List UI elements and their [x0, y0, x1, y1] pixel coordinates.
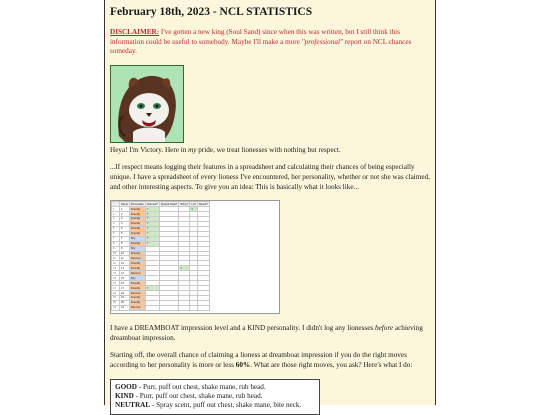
intro-emphasis: my [188, 145, 197, 154]
chance-text-2: . What are those right moves, you ask? Here's what I do: [250, 360, 413, 369]
move-label: KIND [115, 391, 134, 400]
move-text: - Spray scent, puff out chest, shake mane, bite neck. [150, 401, 302, 410]
table-cell: Friendly [129, 216, 145, 221]
move-label: NEUTRAL [115, 401, 151, 410]
table-cell: 21 [112, 305, 120, 310]
table-cell: 9 [112, 246, 120, 251]
spreadsheet-intro-paragraph: ...If respect means logging their features in a spreadsheet and calculating their chances of being especially unique. I have a spreadsheet of every lioness I've encountered, her personality, whether or not she was claimed, and other interesting aspects. To give you an idea: This is basically what it looks like... [110, 163, 430, 191]
table-cell: Y [145, 286, 159, 291]
table-cell: 15 [112, 276, 120, 281]
table-cell: 2 [120, 212, 130, 217]
chance-percent: 60% [235, 360, 251, 369]
spreadsheet-header-cell: Lvl? [191, 202, 197, 206]
table-cell: 12 [120, 261, 130, 266]
table-cell: 11 [120, 256, 130, 261]
impression-text-1: I have a DREAMBOAT impression level and a KIND personality. I didn't log any lionesses [110, 324, 375, 333]
article-panel [104, 0, 436, 410]
table-cell: 7 [112, 236, 120, 241]
table-cell: 15 [120, 276, 130, 281]
chance-text-1: Starting off, the overall chance of claiming a lioness at dreamboat impression if you do the right moves according to her personality is more or less [110, 351, 407, 369]
spreadsheet-header-cell: Special Stats? [160, 202, 178, 206]
table-cell: Friendly [129, 226, 145, 231]
table-cell: Nervous [129, 256, 145, 261]
chance-paragraph [110, 351, 430, 370]
table-cell [159, 305, 179, 310]
table-cell: 1 [112, 207, 120, 212]
table-cell: Friendly [129, 251, 145, 256]
disclaimer-text-2: report on NCL chances someday. [110, 37, 412, 56]
disclaimer-text-1: I've gotten a new king (Soul Sand) since when this was written, but I still think this information could be useful to somebody. Maybe I'll make a more [110, 28, 400, 46]
table-cell: Friendly [129, 207, 145, 212]
table-cell: Nervous [129, 291, 145, 296]
table-cell: Friendly [129, 281, 145, 286]
table-cell: 3 [120, 216, 130, 221]
table-cell: Nervous [129, 305, 145, 310]
disclaimer-label: DISCLAIMER: [110, 28, 160, 36]
table-cell: 14 [112, 271, 120, 276]
table-cell [190, 305, 198, 310]
table-cell: 5 [112, 226, 120, 231]
table-cell: 13 [112, 266, 120, 271]
spreadsheet-header-cell: Shiny? [180, 202, 189, 206]
table-cell: 10 [120, 251, 130, 256]
table-cell: 14 [120, 271, 130, 276]
table-cell: 2 [112, 212, 120, 217]
spreadsheet-header-cell: Personality [130, 202, 144, 206]
table-cell: Y [190, 207, 198, 212]
lion-avatar-image [110, 65, 184, 143]
table-cell: Friendly [129, 212, 145, 217]
table-cell: 13 [120, 266, 130, 271]
spreadsheet-header-cell: Name [121, 202, 128, 206]
table-cell: 3 [112, 216, 120, 221]
table-cell [145, 305, 159, 310]
table-cell: 11 [112, 256, 120, 261]
spreadsheet-table [111, 201, 210, 311]
table-cell: 9 [120, 246, 130, 251]
table-cell: Friendly [129, 286, 145, 291]
table-cell: 8 [120, 241, 130, 246]
table-cell: Y [145, 221, 159, 226]
table-cell: 4 [112, 221, 120, 226]
page-title: February 18th, 2023 - NCL STATISTICS [110, 6, 313, 18]
table-cell: Y [145, 231, 159, 236]
intro-text-2: pride, we treat lionesses with nothing but respect. [196, 145, 341, 154]
spreadsheet-header-cell: Claimed? [146, 202, 158, 206]
table-cell: 16 [120, 281, 130, 286]
move-line-neutral [115, 401, 315, 410]
table-cell: 7 [120, 236, 130, 241]
table-cell: Friendly [129, 261, 145, 266]
table-cell: Friendly [129, 231, 145, 236]
table-cell: 20 [120, 300, 130, 305]
table-cell [198, 305, 210, 310]
table-cell: 8 [112, 241, 120, 246]
disclaimer-emphasis: "professional" [301, 37, 343, 46]
table-cell: Shy [129, 246, 145, 251]
impression-paragraph [110, 324, 430, 343]
intro-paragraph [110, 146, 430, 156]
moves-box [110, 379, 320, 415]
table-cell: Y [145, 241, 159, 246]
table-cell: 6 [112, 231, 120, 236]
table-cell: Shy [129, 276, 145, 281]
table-cell: Y [145, 212, 159, 217]
move-text: - Purr, puff out chest, shake mane, rub head. [133, 391, 263, 400]
table-cell: Friendly [129, 295, 145, 300]
table-cell: Friendly [129, 221, 145, 226]
move-label: GOOD [115, 382, 137, 391]
table-cell: 17 [120, 286, 130, 291]
spreadsheet-screenshot [110, 200, 280, 314]
table-cell: 21 [120, 305, 130, 310]
table-cell: Nervous [129, 271, 145, 276]
move-line-good [115, 383, 315, 392]
table-cell: Friendly [129, 266, 145, 271]
table-cell: 18 [112, 291, 120, 296]
table-cell: 12 [112, 261, 120, 266]
table-cell: 18 [120, 291, 130, 296]
table-cell: 1 [120, 207, 130, 212]
table-cell: Friendly [129, 241, 145, 246]
table-row [112, 305, 210, 310]
impression-emphasis: before [375, 324, 394, 333]
intro-text-1: Heya! I'm Victory. Here in [110, 145, 189, 154]
table-cell: 10 [112, 251, 120, 256]
table-cell: Shy [129, 236, 145, 241]
lion-avatar-icon [111, 66, 183, 142]
table-cell: 16 [112, 281, 120, 286]
table-cell: Y [145, 207, 159, 212]
table-cell: 4 [120, 221, 130, 226]
disclaimer-paragraph [110, 28, 430, 57]
move-line-kind [115, 392, 315, 401]
table-cell: Y [145, 226, 159, 231]
table-cell [179, 305, 190, 310]
table-cell: Friendly [129, 300, 145, 305]
table-cell: 20 [112, 300, 120, 305]
table-cell: 19 [120, 295, 130, 300]
impression-text-2: achieving dreamboat impression. [110, 324, 423, 342]
move-text: - Purr, puff out chest, shake mane, rub head. [136, 382, 266, 391]
table-cell: 19 [112, 295, 120, 300]
spreadsheet-header-cell: Result? [199, 202, 208, 206]
table-cell: Y [145, 216, 159, 221]
table-cell: Y [145, 236, 159, 241]
table-cell: 17 [112, 286, 120, 291]
table-cell: Y [179, 266, 190, 271]
table-cell: 5 [120, 226, 130, 231]
table-cell: 6 [120, 231, 130, 236]
